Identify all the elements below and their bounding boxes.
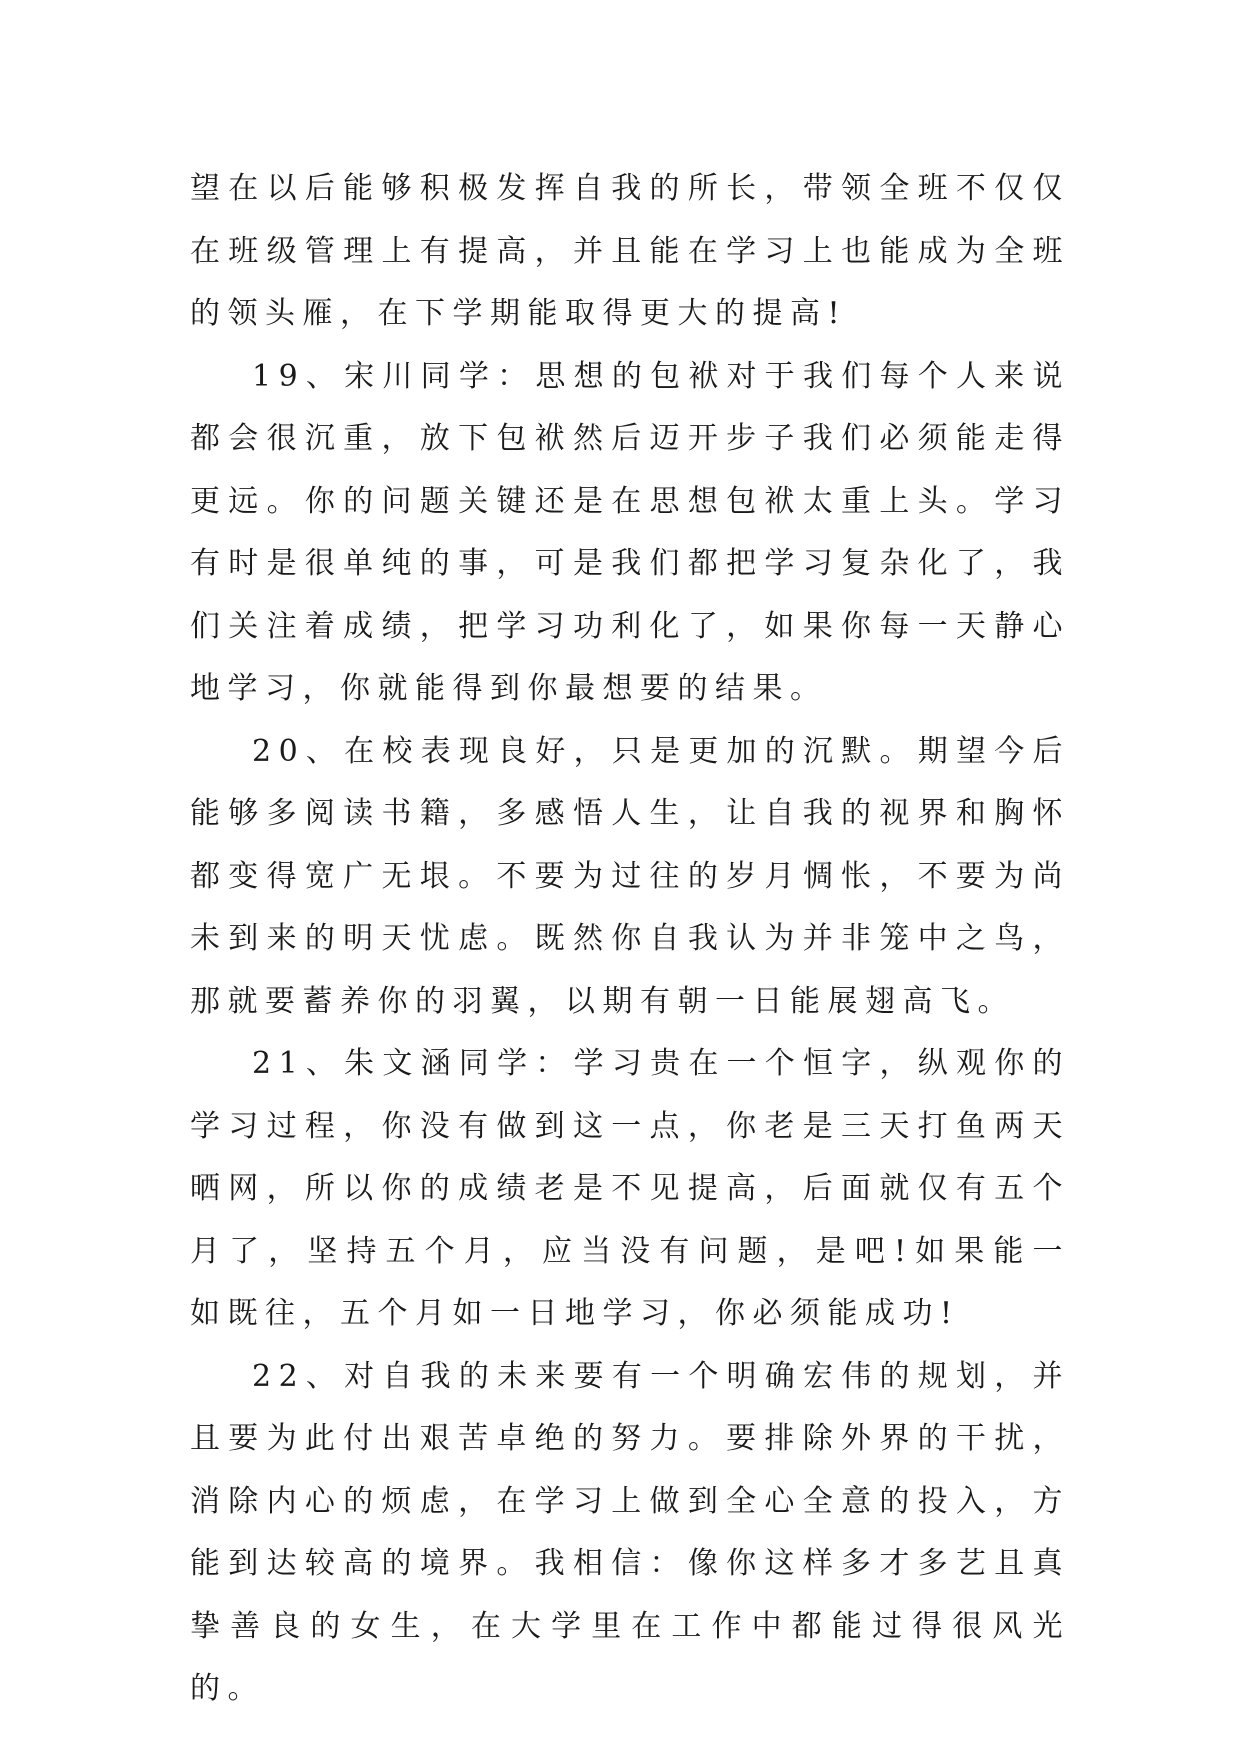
paragraph-comment-22: 22、对自我的未来要有一个明确宏伟的规划，并且要为此付出艰苦卓绝的努力。要排除外界的干扰，消除内心的烦虑，在学习上做到全心全意的投入，方能到达较高的境界。我相信：像你这样多才多艺且真挚善良的女生，在大学里在工作中都能过得很风光的。 bbox=[190, 1358, 1070, 1706]
paragraph-comment-21: 21、朱文涵同学：学习贵在一个恒字，纵观你的学习过程，你没有做到这一点，你老是三天打鱼两天晒网，所以你的成绩老是不见提高，后面就仅有五个月了，坚持五个月，应当没有问题，是吧!如果能一如既往，五个月如一日地学习，你必须能成功! bbox=[190, 1046, 1070, 1331]
paragraph-continuation: 望在以后能够积极发挥自我的所长，带领全班不仅仅在班级管理上有提高，并且能在学习上也能成为全班的领头雁，在下学期能取得更大的提高! bbox=[190, 171, 1070, 331]
document-body bbox=[190, 158, 1070, 1721]
paragraph-comment-19: 19、宋川同学：思想的包袱对于我们每个人来说都会很沉重，放下包袱然后迈开步子我们必须能走得更远。你的问题关键还是在思想包袱太重上头。学习有时是很单纯的事，可是我们都把学习复杂化了，我们关注着成绩，把学习功利化了，如果你每一天静心地学习，你就能得到你最想要的结果。 bbox=[190, 358, 1070, 706]
paragraph-comment-20: 20、在校表现良好，只是更加的沉默。期望今后能够多阅读书籍，多感悟人生，让自我的视界和胸怀都变得宽广无垠。不要为过往的岁月惆怅，不要为尚未到来的明天忧虑。既然你自我认为并非笼中之鸟，那就要蓄养你的羽翼，以期有朝一日能展翅高飞。 bbox=[190, 733, 1070, 1019]
